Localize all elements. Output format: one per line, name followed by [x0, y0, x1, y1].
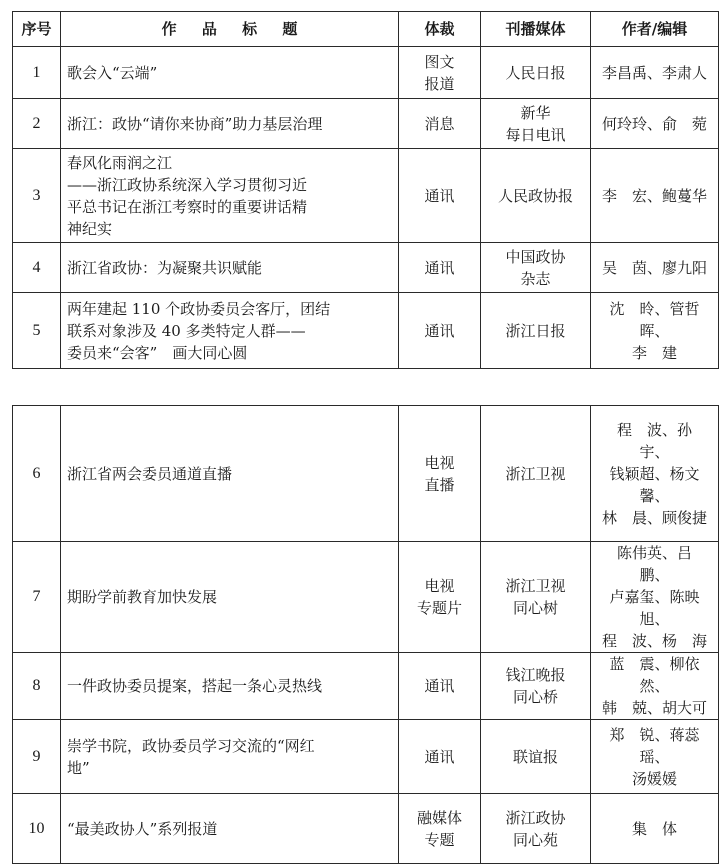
work-title-line: 浙江省两会委员通道直播: [67, 464, 233, 483]
authors-line: 李 建: [631, 343, 677, 362]
authors-line: 汤媛媛: [631, 769, 677, 788]
genre-line: 专题: [424, 830, 455, 849]
genre-line: 报道: [424, 74, 455, 93]
media: [481, 406, 591, 542]
work-title-line: 平总书记在浙江考察时的重要讲话精: [67, 197, 308, 216]
media-line: 浙江卫视: [505, 577, 566, 595]
genre-line: 电视: [424, 453, 455, 472]
authors-line: 林 晨、顾俊捷: [601, 508, 707, 527]
work-title: [61, 653, 399, 720]
header-title: [61, 12, 399, 47]
work-title: [61, 99, 399, 149]
work-title-line: 一件政协委员提案，搭起一条心灵热线: [67, 677, 323, 695]
work-title: [61, 720, 399, 794]
work-title: [61, 47, 399, 99]
genre-line: 电视: [424, 577, 455, 595]
work-title-line: 歌会入“云端”: [67, 63, 158, 82]
work-title: [61, 293, 399, 369]
awards-table-part-1: [12, 11, 719, 369]
media: [481, 794, 591, 864]
media: [481, 149, 591, 243]
authors-line: 吴 茵、廖九阳: [601, 258, 707, 277]
table-row: [13, 293, 719, 369]
table-header-row: [13, 12, 719, 47]
genre: [399, 293, 481, 369]
table-row: [13, 542, 719, 653]
authors-line: 集 体: [631, 819, 677, 838]
genre-line: 图文: [424, 52, 455, 71]
media-line: 同心树: [512, 599, 558, 617]
table-row: [13, 149, 719, 243]
work-title-line: 委员来“会客” 画大同心圆: [67, 343, 248, 362]
authors-line: 何玲玲、俞 菀: [601, 114, 707, 133]
table-row: [13, 243, 719, 293]
work-title-line: 两年建起 110 个政协委员会客厅，团结: [67, 299, 331, 318]
work-title-line: 浙江：政协“请你来协商”助力基层治理: [67, 114, 323, 133]
work-title-line: “最美政协人”系列报道: [67, 819, 218, 838]
row-number: 4: [13, 243, 61, 293]
authors: [591, 794, 719, 864]
row-number: 10: [13, 794, 61, 864]
genre-line: 通讯: [424, 321, 455, 340]
authors: [591, 99, 719, 149]
media: [481, 720, 591, 794]
table-row: [13, 653, 719, 720]
genre: [399, 47, 481, 99]
work-title-line: 神纪实: [67, 219, 113, 238]
genre: [399, 653, 481, 720]
row-number: 8: [13, 653, 61, 720]
media-line: 同心苑: [512, 830, 558, 849]
authors: [591, 720, 719, 794]
authors-line: 钱颖超、杨文馨、: [609, 464, 700, 505]
table-row: [13, 99, 719, 149]
genre: [399, 794, 481, 864]
media-line: 中国政协: [505, 247, 566, 266]
work-title: [61, 542, 399, 653]
authors-line: 郑 锐、蒋蕊瑶、: [609, 725, 700, 766]
header-no: 序号: [13, 12, 61, 47]
media: [481, 542, 591, 653]
authors-line: 蓝 震、柳依然、: [609, 655, 700, 695]
genre-line: 直播: [424, 475, 455, 494]
authors-line: 沈 昤、管哲晖、: [609, 299, 700, 340]
row-number: 1: [13, 47, 61, 99]
table-row: [13, 47, 719, 99]
genre-line: 通讯: [424, 186, 455, 205]
table-row: [13, 794, 719, 864]
row-number: 9: [13, 720, 61, 794]
media-line: 浙江卫视: [505, 464, 566, 483]
row-number: 2: [13, 99, 61, 149]
genre-line: 通讯: [424, 258, 455, 277]
genre: [399, 243, 481, 293]
genre-line: 消息: [424, 114, 455, 133]
header-media: 刊播媒体: [481, 12, 591, 47]
authors-line: 陈伟英、吕 鹏、: [616, 544, 708, 584]
row-number: 5: [13, 293, 61, 369]
authors: [591, 653, 719, 720]
work-title: [61, 149, 399, 243]
work-title: [61, 406, 399, 542]
genre: [399, 149, 481, 243]
genre: [399, 406, 481, 542]
authors: [591, 47, 719, 99]
row-number: 6: [13, 406, 61, 542]
work-title-line: 春风化雨润之江: [67, 153, 173, 172]
authors-line: 李昌禹、李肃人: [601, 63, 707, 82]
header-genre: 体裁: [399, 12, 481, 47]
authors-line: 程 波、杨 海: [601, 632, 707, 650]
row-number: 7: [13, 542, 61, 653]
authors: [591, 243, 719, 293]
genre: [399, 542, 481, 653]
authors: [591, 542, 719, 653]
work-title-line: 崇学书院，政协委员学习交流的“网红: [67, 736, 315, 755]
media-line: 每日电讯: [505, 125, 566, 144]
media-line: 浙江日报: [505, 321, 566, 340]
media: [481, 293, 591, 369]
media-line: 人民日报: [505, 63, 566, 82]
media-line: 人民政协报: [497, 186, 573, 205]
work-title-line: 浙江省政协：为凝聚共识赋能: [67, 258, 263, 277]
awards-table-part-2: [12, 405, 719, 864]
work-title-line: 期盼学前教育加快发展: [67, 588, 218, 606]
header-title-text: 作 品 标 题: [161, 20, 308, 38]
genre-line: 融媒体: [416, 808, 462, 827]
genre-line: 通讯: [424, 677, 455, 695]
work-title: [61, 243, 399, 293]
genre-line: 通讯: [424, 747, 455, 766]
authors: [591, 293, 719, 369]
work-title-line: 地”: [67, 758, 90, 777]
media: [481, 243, 591, 293]
media-line: 联谊报: [512, 747, 558, 766]
authors-line: 韩 兢、胡大可: [601, 699, 707, 717]
media-line: 杂志: [520, 269, 551, 288]
work-title-line: 联系对象涉及 40 多类特定人群——: [67, 321, 306, 340]
media-line: 新华: [520, 103, 551, 122]
media: [481, 99, 591, 149]
media-line: 同心桥: [512, 688, 558, 706]
authors-line: 程 波、孙 宇、: [616, 420, 708, 461]
work-title-line: ——浙江政协系统深入学习贯彻习近: [67, 175, 308, 194]
authors: [591, 406, 719, 542]
media-line: 浙江政协: [505, 808, 566, 827]
genre-line: 专题片: [416, 599, 462, 617]
media: [481, 47, 591, 99]
media: [481, 653, 591, 720]
authors-line: 卢嘉玺、陈映旭、: [609, 588, 700, 628]
authors: [591, 149, 719, 243]
media-line: 钱江晚报: [505, 666, 566, 684]
work-title: [61, 794, 399, 864]
authors-line: 李 宏、鲍蔓华: [601, 186, 707, 205]
genre: [399, 720, 481, 794]
row-number: 3: [13, 149, 61, 243]
table-row: [13, 720, 719, 794]
header-author: 作者/编辑: [591, 12, 719, 47]
table-row: [13, 406, 719, 542]
genre: [399, 99, 481, 149]
